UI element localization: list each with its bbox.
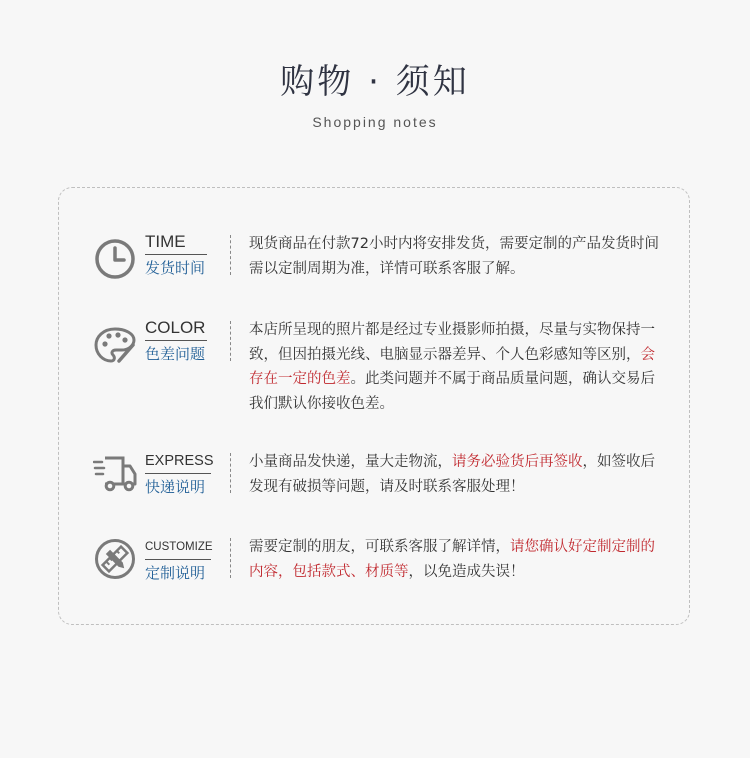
note-text: 本店所呈现的照片都是经过专业摄影师拍摄，尽量与实物保持一致，但因拍摄光线、电脑显示器差异、个人色彩感知等区别，会存在一定的色差。此类问题并不属于商品质量问题，确认交易后我们默认你接收色差。 — [249, 322, 655, 412]
divider — [230, 453, 231, 493]
divider — [230, 538, 231, 578]
clock-icon — [93, 237, 137, 281]
label-en: CUSTOMIZE — [145, 538, 211, 560]
label-en: EXPRESS — [145, 452, 211, 474]
note-labels — [145, 318, 215, 364]
note-labels — [145, 232, 215, 278]
page-title: 购物 · 须知 — [280, 62, 470, 102]
note-text: 小量商品发快递，量大走物流，请务必验货后再签收，如签收后发现有破损等问题，请及时联系客服处理！ — [249, 454, 655, 495]
label-en: TIME — [145, 233, 207, 255]
note-labels — [145, 450, 215, 497]
label-en: COLOR — [145, 319, 207, 341]
page-subtitle: Shopping notes — [312, 114, 438, 130]
notes-card — [58, 187, 690, 625]
label-cn: 定制说明 — [145, 564, 206, 582]
header — [0, 58, 750, 130]
divider — [230, 321, 231, 361]
delivery-truck-icon — [93, 452, 137, 496]
label-cn: 快递说明 — [145, 478, 206, 496]
note-text: 现货商品在付款72小时内将安排发货，需要定制的产品发货时间需以定制周期为准，详情可联系客服了解。 — [249, 236, 659, 277]
divider — [230, 235, 231, 275]
palette-icon — [93, 323, 137, 367]
note-labels — [145, 535, 215, 583]
note-text: 需要定制的朋友，可联系客服了解详情，请您确认好定制定制的内容，包括款式、材质等，以免造成失误！ — [249, 539, 655, 580]
label-cn: 发货时间 — [145, 259, 206, 277]
pencil-ruler-icon — [93, 537, 137, 581]
label-cn: 色差问题 — [145, 345, 206, 363]
